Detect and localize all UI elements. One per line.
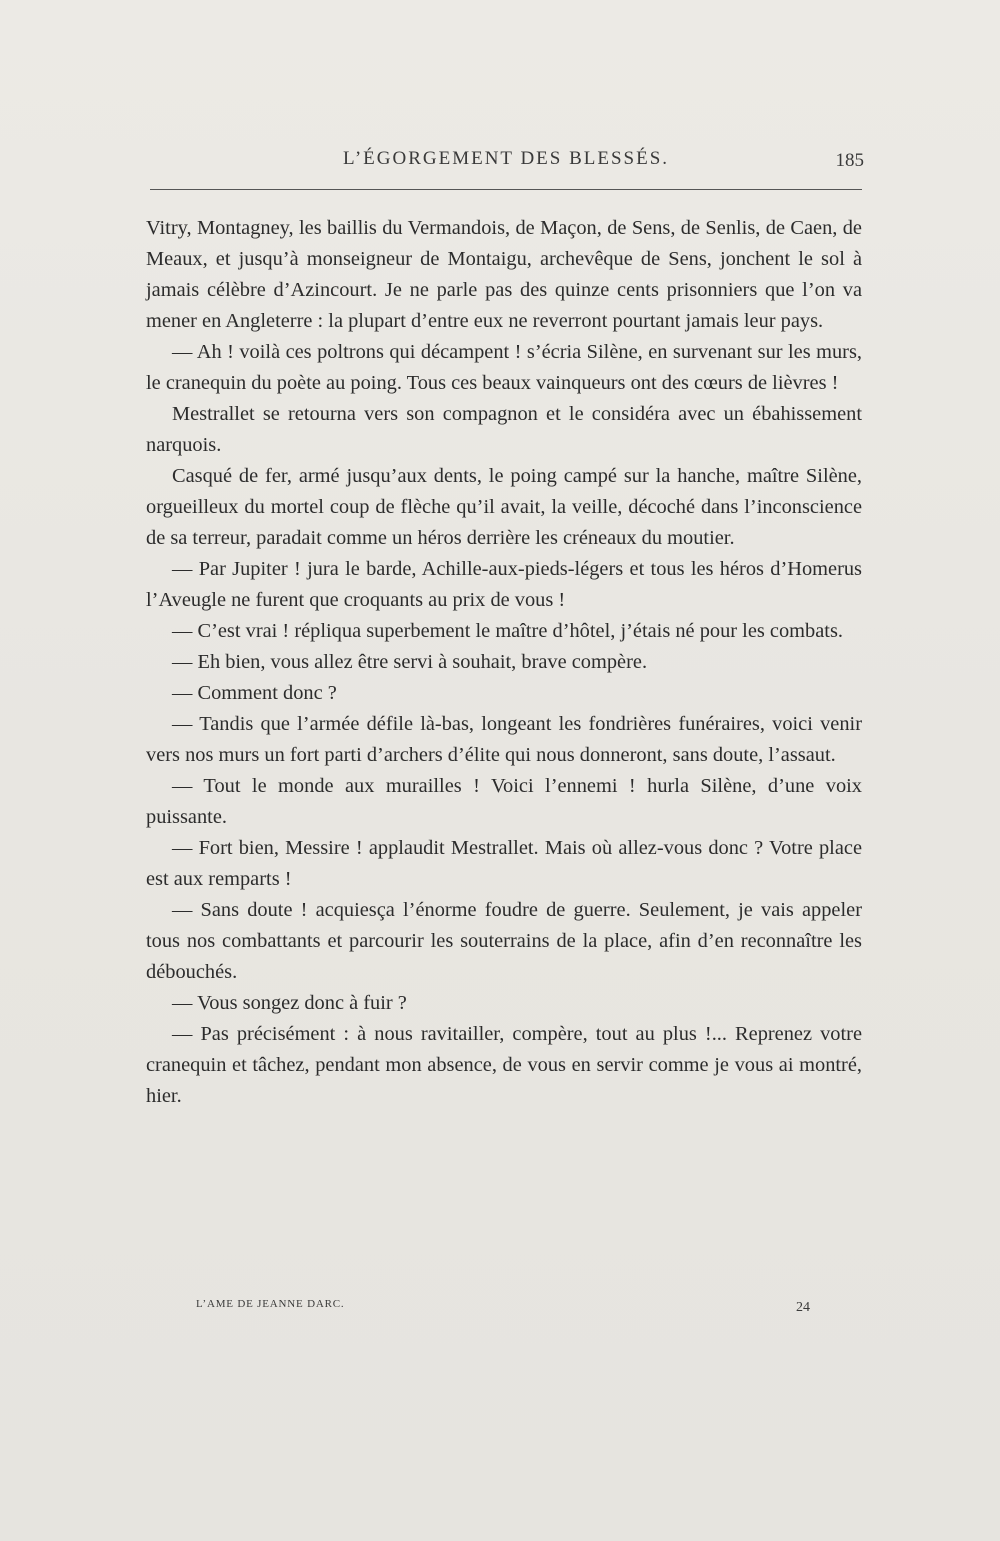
page-footer [196, 1298, 810, 1322]
signature-number: 24 [796, 1300, 810, 1315]
paragraph: — Pas précisément : à nous ravitailler, compère, tout au plus !... Reprenez votre cranequin et tâchez, pendant mon absence, de vous en servir comme je vous ai montré, hier. [146, 1023, 862, 1107]
paragraph: — Ah ! voilà ces poltrons qui décampent ! s’écria Silène, en survenant sur les murs, le cranequin du poète au poing. Tous ces beaux vainqueurs ont des cœurs de lièvres ! [146, 341, 862, 394]
paragraph: — Vous songez donc à fuir ? [172, 992, 407, 1014]
paragraph: Vitry, Montagney, les baillis du Vermandois, de Maçon, de Sens, de Senlis, de Caen, de Meaux, et jusqu’à monseigneur de Montaigu, archevêque de Sens, jonchent le sol à jamais célèbre d’Azincourt. Je ne parle pas des quinze cents prisonniers que l’on va mener en Angleterre : la plupart d’entre eux ne reverront pourtant jamais leur pays. [146, 217, 862, 332]
body-text [146, 213, 862, 1112]
running-title: L’ÉGORGEMENT DES BLESSÉS. [342, 148, 670, 169]
paragraph: — Fort bien, Messire ! applaudit Mestrallet. Mais où allez-vous donc ? Votre place est aux remparts ! [146, 837, 862, 890]
paragraph: Mestrallet se retourna vers son compagnon et le considéra avec un ébahissement narquois. [146, 403, 862, 456]
paragraph: — Tandis que l’armée défile là-bas, longeant les fondrières funéraires, voici venir vers nos murs un fort parti d’archers d’élite qui nous donneront, sans doute, l’assaut. [146, 713, 862, 766]
paragraph: — Par Jupiter ! jura le barde, Achille-aux-pieds-légers et tous les héros d’Homerus l’Aveugle ne furent que croquants au prix de vous ! [146, 558, 862, 611]
signature-mark: L’AME DE JEANNE DARC. [196, 1298, 345, 1310]
running-head [148, 148, 864, 178]
paragraph: — C’est vrai ! répliqua superbement le maître d’hôtel, j’étais né pour les combats. [172, 620, 843, 642]
paragraph: — Comment donc ? [172, 682, 337, 704]
paragraph: — Eh bien, vous allez être servi à souhait, brave compère. [172, 651, 648, 673]
page-number: 185 [835, 150, 864, 171]
header-rule [150, 189, 862, 190]
paragraph: — Sans doute ! acquiesça l’énorme foudre de guerre. Seulement, je vais appeler tous nos combattants et parcourir les souterrains de la place, afin d’en reconnaître les débouchés. [146, 899, 862, 983]
paragraph: — Tout le monde aux murailles ! Voici l’ennemi ! hurla Silène, d’une voix puissante. [146, 775, 862, 828]
paragraph: Casqué de fer, armé jusqu’aux dents, le poing campé sur la hanche, maître Silène, orgueilleux du mortel coup de flèche qu’il avait, la veille, décoché dans l’inconscience de sa terreur, paradait comme un héros derrière les créneaux du moutier. [146, 465, 862, 549]
